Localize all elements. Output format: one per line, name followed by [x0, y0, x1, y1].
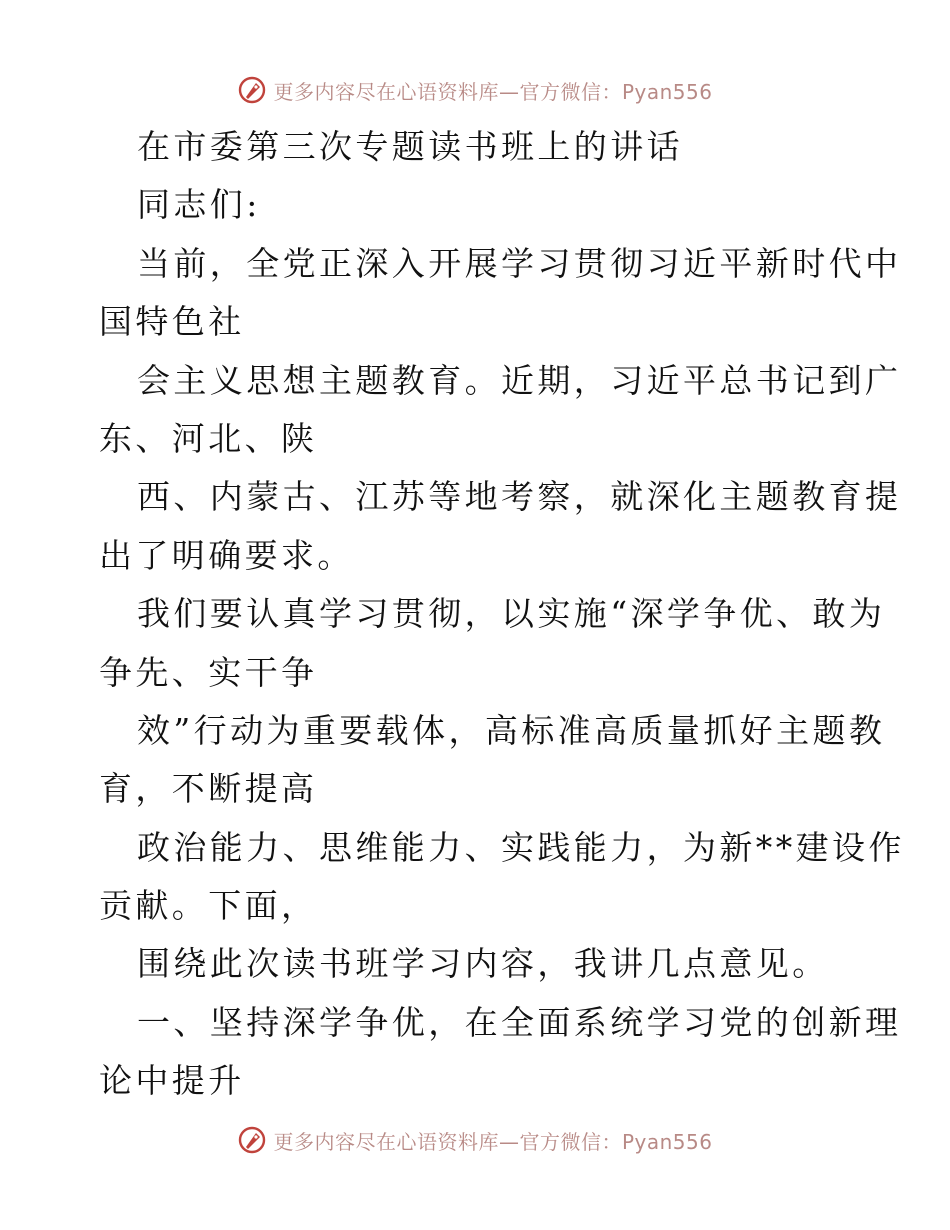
text-line: 会主义思想主题教育。近期，习近平总书记到广 — [137, 360, 902, 400]
text-line: 出了明确要求。 — [99, 535, 354, 575]
text-line: 一、坚持深学争优，在全面系统学习党的创新理 — [137, 1002, 902, 1042]
footer-banner — [0, 1120, 950, 1160]
text-line: 当前，全党正深入开展学习贯彻习近平新时代中 — [137, 243, 902, 283]
text-line: 效”行动为重要载体，高标准高质量抓好主题教 — [137, 710, 886, 750]
text-line: 政治能力、思维能力、实践能力，为新**建设作 — [137, 827, 905, 867]
text-line: 贡献。下面， — [99, 886, 318, 926]
pen-nib-logo-icon — [237, 1125, 267, 1155]
text-line: 育，不断提高 — [99, 769, 318, 809]
text-line: 同志们: — [137, 185, 261, 225]
text-line: 我们要认真学习贯彻，以实施“深学争优、敢为 — [137, 594, 886, 634]
text-line: 论中提升 — [99, 1061, 245, 1101]
document-body — [99, 118, 905, 1111]
text-line: 西、内蒙古、江苏等地考察，就深化主题教育提 — [137, 477, 902, 517]
header-banner-text: 更多内容尽在心语资料库—官方微信：Pyan556 — [273, 79, 713, 104]
text-line: 东、河北、陕 — [99, 418, 318, 458]
text-line: 在市委第三次专题读书班上的讲话 — [137, 127, 683, 166]
footer-banner-text: 更多内容尽在心语资料库—官方微信：Pyan556 — [273, 1129, 713, 1154]
header-banner — [0, 70, 950, 110]
text-line: 围绕此次读书班学习内容，我讲几点意见。 — [137, 944, 829, 984]
pen-nib-logo-icon — [237, 75, 267, 105]
text-line: 国特色社 — [99, 302, 245, 342]
text-line: 争先、实干争 — [99, 652, 318, 692]
